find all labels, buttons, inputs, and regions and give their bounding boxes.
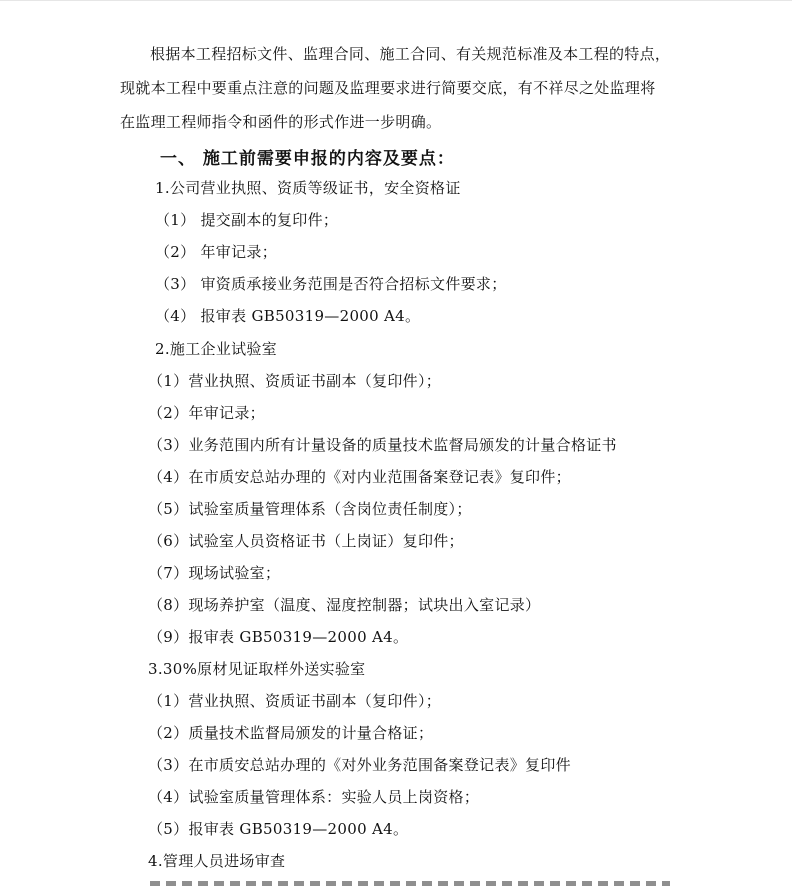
clipped-text-fragment [150, 881, 670, 886]
item2-line-1: （1）营业执照、资质证书副本（复印件）； [148, 372, 442, 390]
item4-title: 4.管理人员进场审查 [148, 852, 286, 870]
item2-line-5: （5）试验室质量管理体系（含岗位责任制度）； [148, 500, 472, 518]
item3-line-5: （5）报审表 GB50319—2000 A4。 [148, 820, 409, 838]
item3-line-2: （2）质量技术监督局颁发的计量合格证； [148, 724, 434, 742]
item2-line-8: （8）现场养护室（温度、湿度控制器；试块出入室记录） [148, 596, 541, 614]
item2-line-4: （4）在市质安总站办理的《对内业范围备案登记表》复印件； [148, 468, 571, 486]
item2-line-6: （6）试验室人员资格证书（上岗证）复印件； [148, 532, 464, 550]
item2-title: 2.施工企业试验室 [155, 340, 278, 358]
intro-line-1: 根据本工程招标文件、监理合同、施工合同、有关规范标准及本工程的特点， [150, 45, 671, 63]
item2-line-2: （2）年审记录； [148, 404, 265, 422]
item3-line-1: （1）营业执照、资质证书副本（复印件）； [148, 692, 442, 710]
section-heading: 一、 施工前需要申报的内容及要点： [160, 149, 455, 169]
item3-line-4: （4）试验室质量管理体系：实验人员上岗资格； [148, 788, 480, 806]
item3-line-3: （3）在市质安总站办理的《对外业务范围备案登记表》复印件 [148, 756, 571, 774]
item1-line-3: （3） 审资质承接业务范围是否符合招标文件要求； [155, 275, 507, 293]
item2-line-9: （9）报审表 GB50319—2000 A4。 [148, 628, 409, 646]
item3-title: 3.30%原材见证取样外送实验室 [148, 660, 366, 678]
item2-line-3: （3）业务范围内所有计量设备的质量技术监督局颁发的计量合格证书 [148, 436, 617, 454]
item2-line-7: （7）现场试验室； [148, 564, 281, 582]
intro-line-3: 在监理工程师指令和函件的形式作进一步明确。 [120, 113, 442, 131]
intro-line-2: 现就本工程中要重点注意的问题及监理要求进行简要交底，有不祥尽之处监理将 [120, 79, 656, 97]
item1-line-4: （4） 报审表 GB50319—2000 A4。 [155, 307, 421, 325]
item1-line-2: （2） 年审记录； [155, 243, 278, 261]
item1-line-1: （1） 提交副本的复印件； [155, 211, 339, 229]
item1-title: 1.公司营业执照、资质等级证书，安全资格证 [155, 179, 461, 197]
